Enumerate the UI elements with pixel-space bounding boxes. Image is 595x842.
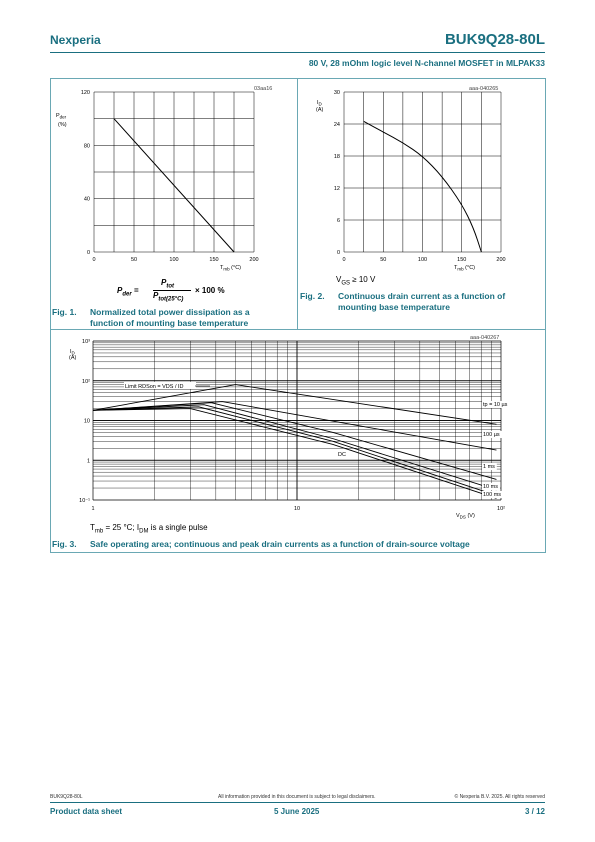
formula-lhs-sub: der: [122, 291, 132, 298]
y-tick-label: 18: [333, 154, 340, 160]
formula-num: P: [161, 278, 167, 287]
figure-1-caption-line-1: Normalized total power dissipation as a: [90, 307, 250, 317]
y-tick-label: 30: [333, 90, 340, 96]
x-tick-label: 50: [380, 257, 387, 263]
figure-3-chart: [50, 329, 546, 525]
figure-2-caption-line-2: mounting base temperature: [338, 302, 450, 312]
series-label: DC: [338, 452, 346, 458]
y-tick-label: 40: [83, 196, 90, 203]
figure-3-caption-line-1: Safe operating area; continuous and peak drain currents as a function of drain-source voltage: [90, 539, 470, 549]
formula-den: P: [153, 291, 159, 300]
footer-page-number: 3 / 12: [524, 807, 545, 816]
figure-2-chart: [297, 78, 546, 278]
x-tick-label: 100: [169, 257, 179, 263]
x-tick-label: 150: [457, 257, 467, 263]
y-tick-label: 10²: [82, 378, 90, 385]
series-label: 1 ms: [483, 464, 495, 470]
note-t-sub: mb: [94, 528, 104, 535]
formula-tail: × 100 %: [195, 286, 225, 295]
y-tick-label: 80: [83, 143, 90, 150]
formula-num-sub: tot: [166, 283, 175, 290]
x-tick-label: 200: [249, 257, 259, 263]
x-tick-label: 0: [92, 257, 96, 263]
x-label-tmb: $T_{mb}$ (°C): [454, 265, 476, 272]
formula-lhs: P: [117, 286, 123, 295]
y-tick-label: 10: [83, 418, 90, 425]
note-tail: ≥ 10 V: [350, 275, 376, 284]
figure-2-code: aaa-040265: [469, 86, 499, 92]
y-tick-label: 12: [333, 186, 340, 192]
x-label-vds: $V_{DS}$ (V): [456, 513, 475, 520]
figure-3-code: aaa-040267: [470, 335, 500, 341]
y-label-id: $I_D$: [317, 100, 322, 107]
y-unit-percent: (%): [58, 122, 67, 128]
y-tick-label: 6: [336, 218, 340, 224]
figure-1-code: 03aa16: [254, 86, 273, 92]
figure-1-chart: [50, 78, 298, 278]
figure-1-caption-line-2: function of mounting base temperature: [90, 318, 249, 328]
x-tick-label: 50: [130, 257, 138, 263]
part-number: BUK9Q28-80L: [444, 31, 545, 48]
note-v-sub: GS: [341, 280, 351, 287]
footer-doc-type: Product data sheet: [50, 807, 123, 816]
y-tick-label: 24: [333, 122, 340, 128]
y-label-id: $I_D$: [70, 349, 75, 356]
footer-date: 5 June 2025: [274, 807, 320, 816]
figure-1-number: Fig. 1.: [52, 307, 77, 317]
note-tail-2: is a single pulse: [148, 523, 208, 532]
footer-disclaimer: All information provided in this document is subject to legal disclaimers.: [218, 794, 376, 800]
series-label: 100 µs: [483, 432, 500, 438]
series-label: 10 ms: [483, 484, 498, 490]
y-label-pder: $P_{der}$: [56, 113, 67, 120]
footer-copyright: © Nexperia B.V. 2025. All rights reserved: [454, 794, 545, 800]
header-rule: [50, 52, 545, 53]
figure-1-formula: $P_{der}$ = $P_{tot}$ $P_{tot(25^\circ C)}$ × 100 %: [117, 278, 225, 303]
x-tick-label: 10: [293, 506, 301, 512]
x-label-tmb: $T_{mb}$ (°C): [220, 265, 242, 272]
y-tick-label: 0: [336, 250, 340, 256]
x-tick-label: 200: [496, 257, 506, 263]
brand-name: Nexperia: [50, 33, 101, 47]
footer-rule: [50, 802, 545, 803]
soa-curve: [93, 405, 496, 490]
x-tick-label: 100: [417, 257, 428, 263]
figure-2-caption-line-1: Continuous drain current as a function of: [338, 291, 506, 301]
figure-2-note: [336, 275, 375, 287]
y-tick-label: 0: [86, 250, 90, 256]
x-tick-label: 1: [91, 506, 95, 512]
document-subtitle: 80 V, 28 mOhm logic level N-channel MOSFET in MLPAK33: [308, 58, 545, 68]
y-tick-label: 1: [86, 458, 90, 465]
note-i-sub: DM: [139, 528, 149, 535]
figure-3-note: [90, 523, 208, 535]
y-tick-label: 10³: [82, 339, 90, 345]
soa-curve: [93, 409, 496, 499]
x-tick-label: 0: [342, 257, 346, 263]
y-unit-a: (A): [69, 355, 77, 361]
soa-curve: [93, 385, 496, 425]
limit-annotation: Limit RDSon = VDS / ID: [125, 384, 184, 390]
figure-3-number: Fig. 3.: [52, 539, 77, 549]
footer-doc-id: BUK9Q28-80L: [50, 794, 83, 800]
note-t: T: [90, 523, 95, 532]
y-tick-label: 120: [80, 90, 90, 96]
formula-den-sub: tot(25°C): [158, 296, 184, 303]
series-label: 100 ms: [483, 492, 502, 498]
series-label: tp = 10 µs: [483, 402, 508, 408]
figure-2-number: Fig. 2.: [300, 291, 325, 301]
note-v: V: [336, 275, 342, 284]
y-unit-a: (A): [316, 107, 324, 113]
x-tick-label: 150: [209, 257, 219, 263]
note-tail: = 25 °C; I: [103, 523, 140, 532]
x-tick-label: 10²: [497, 506, 505, 512]
y-tick-label: 10⁻¹: [79, 498, 90, 504]
